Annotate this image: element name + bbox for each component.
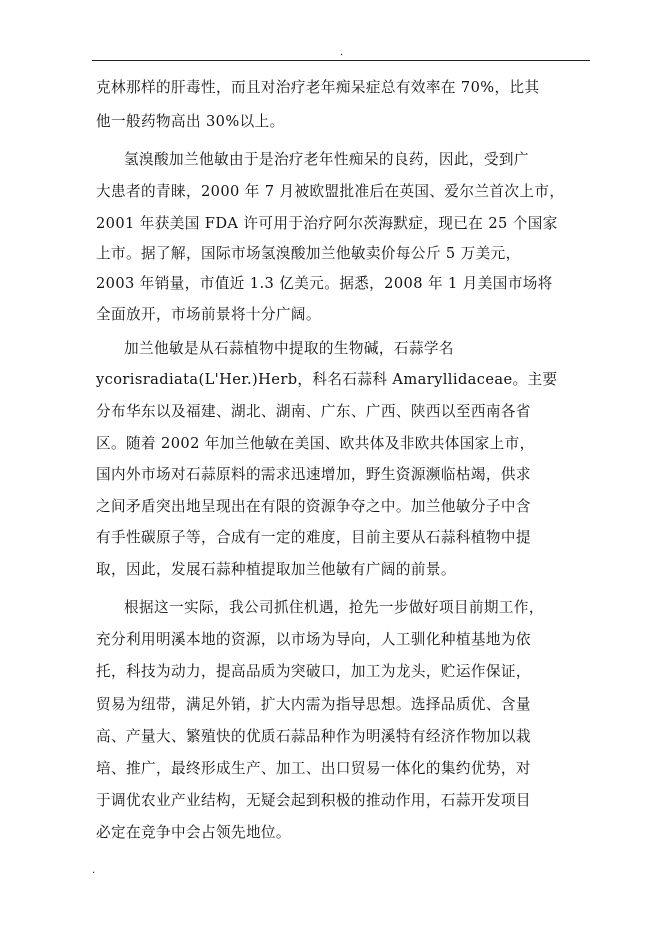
text-line-2: 他一般药物高出 30%以上。 bbox=[96, 113, 285, 130]
text-line-19: 托，科技为动力，提高品质为突破口，加工为龙头，贮运作保证， bbox=[96, 663, 531, 680]
text-line-21: 高、产量大、繁殖快的优质石蒜品种作为明溪特有经济作物加以栽 bbox=[96, 728, 531, 745]
header-dot: . bbox=[340, 47, 344, 58]
text-line-8: 全面放开，市场前景将十分广阔。 bbox=[96, 306, 321, 323]
text-line-18: 充分利用明溪本地的资源，以市场为导向，人工驯化种植基地为依 bbox=[96, 631, 531, 648]
text-line-13: 国内外市场对石蒜原料的需求迅速增加，野生资源濒临枯竭，供求 bbox=[96, 466, 531, 483]
text-line-9: 加兰他敏是从石蒜植物中提取的生物碱，石蒜学名 bbox=[124, 340, 454, 357]
text-line-1: 克林那样的肝毒性，而且对治疗老年痴呆症总有效率在 70%，比其 bbox=[96, 79, 540, 96]
text-line-16: 取，因此，发展石蒜种植提取加兰他敏有广阔的前景。 bbox=[96, 561, 456, 578]
text-line-10: ycorisradiata(L'Her.)Herb，科名石蒜科 Amaryllidaceae。主要 bbox=[96, 371, 558, 388]
text-line-6: 上市。据了解，国际市场氢溴酸加兰他敏卖价每公斤 5 万美元， bbox=[96, 245, 521, 262]
text-line-14: 之间矛盾突出地呈现出在有限的资源争夺之中。加兰他敏分子中含 bbox=[96, 498, 531, 515]
text-line-3: 氢溴酸加兰他敏由于是治疗老年性痴呆的良药，因此，受到广 bbox=[124, 151, 529, 168]
text-line-22: 培、推广，最终形成生产、加工、出口贸易一体化的集约优势，对 bbox=[96, 760, 531, 777]
text-line-12: 区。随着 2002 年加兰他敏在美国、欧共体及非欧共体国家上市， bbox=[96, 435, 535, 452]
text-line-24: 必定在竞争中会占领先地位。 bbox=[96, 824, 291, 841]
text-line-4: 大患者的青睐，2000 年 7 月被欧盟批准后在英国、爱尔兰首次上市， bbox=[96, 183, 565, 200]
text-line-11: 分布华东以及福建、湖北、湖南、广东、广西、陕西以至西南各省 bbox=[96, 403, 531, 420]
text-line-20: 贸易为纽带，满足外销，扩大内需为指导思想。选择品质优、含量 bbox=[96, 696, 531, 713]
text-line-5: 2001 年获美国 FDA 许可用于治疗阿尔茨海默症，现已在 25 个国家 bbox=[96, 215, 558, 232]
text-line-23: 于调优农业产业结构，无疑会起到积极的推动作用，石蒜开发项目 bbox=[96, 792, 531, 809]
header-rule bbox=[92, 60, 590, 61]
text-line-15: 有手性碳原子等，合成有一定的难度，目前主要从石蒜科植物中提 bbox=[96, 529, 531, 546]
text-line-17: 根据这一实际，我公司抓住机遇，抢先一步做好项目前期工作， bbox=[124, 599, 544, 616]
footer-dot: . bbox=[92, 865, 96, 876]
text-line-7: 2003 年销量，市值近 1.3 亿美元。据悉，2008 年 1 月美国市场将 bbox=[96, 275, 553, 292]
